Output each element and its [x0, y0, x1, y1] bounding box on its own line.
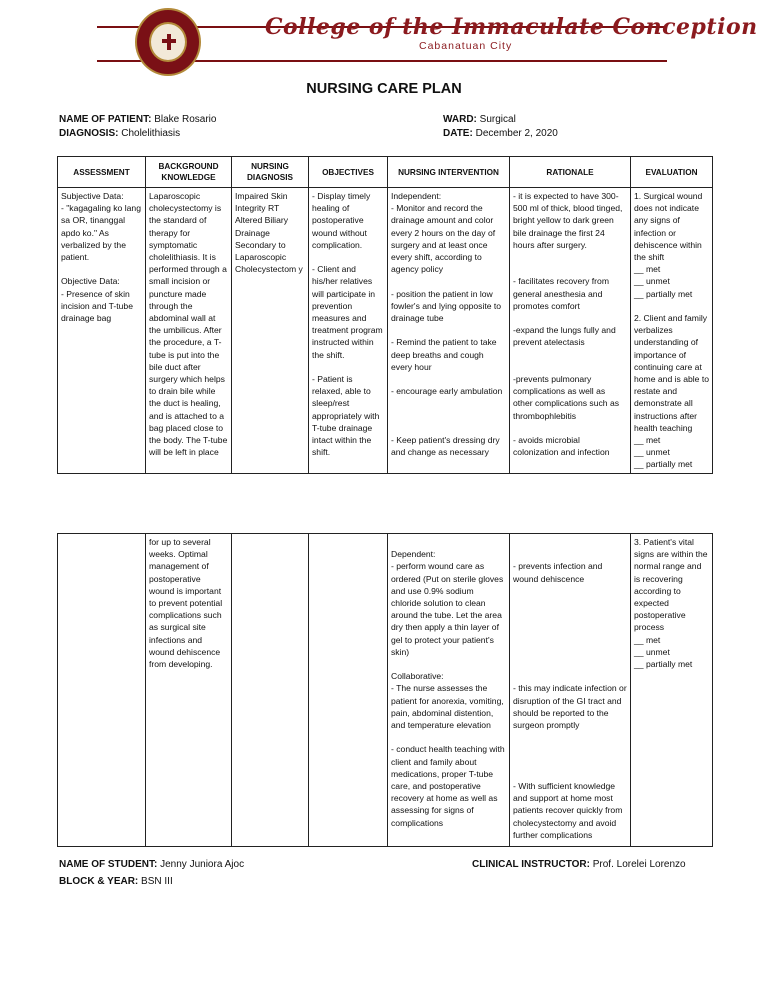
- col-header-intervention: NURSING INTERVENTION: [388, 157, 510, 188]
- evaluation-cell: 1. Surgical wound does not indicate any signs of infection or dehiscence within the shift __ met __ unmet __ partially met 2. Client and family verbalizes understanding of importance of continuing care at home and is able to restate and demonstrate all instructions after health teaching __ met __ unmet __ partially met: [631, 188, 713, 474]
- diagnosis-value: Cholelithiasis: [121, 128, 181, 139]
- background-cell: for up to several weeks. Optimal management of postoperative wound is important to prevent potential complications such as surgical site infections and wound dehiscence from developing.: [146, 534, 232, 847]
- intervention-cell: Independent: - Monitor and record the drainage amount and color every 2 hours on the day of surgery and at least once every shift, according to agency policy - position the patient in low fowler's and lying opposite to drainage tube - Remind the patient to take deep breaths and cough every hour - encourage early ambulation - Keep patient's dressing dry and change as necessary: [388, 188, 510, 474]
- college-name: College of the Immaculate Conception: [265, 14, 758, 40]
- col-header-evaluation: EVALUATION: [631, 157, 713, 188]
- rationale-cell: - prevents infection and wound dehiscence - this may indicate infection or disruption of the GI tract and should be reported to the surgeon promptly - With sufficient knowledge and support at home most patients recover quickly from cholecystectomy and avoid further complications: [510, 534, 631, 847]
- table-row: [58, 188, 713, 474]
- evaluation-cell: 3. Patient's vital signs are within the normal range and is recovering according to expected postoperative process __ met __ unmet __ partially met: [631, 534, 713, 847]
- background-cell: Laparoscopic cholecystectomy is the standard of therapy for symptomatic cholelithiasis. It is performed through a small incision or puncture made through the abdominal wall at the umbilicus. After the procedure, a T-tube is put into the bile duct after surgery which helps to drain bile while the duct is healing, and is attached to a bag placed close to the body. The T-tube will be left in place: [146, 188, 232, 474]
- student-name: Jenny Juniora Ajoc: [160, 859, 245, 870]
- care-plan-table-part2: [57, 533, 713, 847]
- objectives-cell: [309, 534, 388, 847]
- diagnosis-label: DIAGNOSIS:: [59, 128, 119, 139]
- block-value: BSN III: [141, 876, 173, 887]
- date-row: [443, 128, 558, 139]
- student-label: NAME OF STUDENT:: [59, 859, 158, 870]
- college-header: [97, 8, 758, 78]
- instructor-row: [472, 859, 686, 870]
- ward-row: [443, 114, 516, 125]
- col-header-diagnosis: NURSING DIAGNOSIS: [232, 157, 309, 188]
- patient-name-row: [59, 114, 216, 125]
- col-header-background: BACKGROUND KNOWLEDGE: [146, 157, 232, 188]
- objectives-cell: - Display timely healing of postoperative wound without complication. - Client and his/her relatives will participate in prevention measures and treatment program instructed within the shift. - Patient is relaxed, able to sleep/rest appropriately with T-tube drainage intact within the shift.: [309, 188, 388, 474]
- col-header-rationale: RATIONALE: [510, 157, 631, 188]
- instructor-name: Prof. Lorelei Lorenzo: [592, 859, 686, 870]
- instructor-label: CLINICAL INSTRUCTOR:: [472, 859, 590, 870]
- assessment-cell: [58, 534, 146, 847]
- college-city: Cabanatuan City: [419, 40, 513, 52]
- patient-name: Blake Rosario: [154, 114, 217, 125]
- diagnosis-cell: Impaired Skin Integrity RT Altered Biliary Drainage Secondary to Laparoscopic Cholecystectom y: [232, 188, 309, 474]
- block-label: BLOCK & YEAR:: [59, 876, 139, 887]
- diagnosis-cell: [232, 534, 309, 847]
- ward-label: WARD:: [443, 114, 477, 125]
- student-name-row: [59, 859, 244, 870]
- block-year-row: [59, 876, 173, 887]
- page-title: NURSING CARE PLAN: [306, 81, 462, 97]
- date-value: December 2, 2020: [475, 128, 558, 139]
- college-seal-logo: [135, 8, 201, 76]
- rationale-cell: - it is expected to have 300-500 ml of thick, blood tinged, bright yellow to dark green bile drainage the first 24 hours after surgery. - facilitates recovery from general anesthesia and promotes comfort -expand the lungs fully and prevent atelectasis -prevents pulmonary complications as well as other complications such as thrombophlebitis - avoids microbial colonization and infection: [510, 188, 631, 474]
- ward-value: Surgical: [479, 114, 516, 125]
- table-row: [58, 534, 713, 847]
- date-label: DATE:: [443, 128, 473, 139]
- col-header-assessment: ASSESSMENT: [58, 157, 146, 188]
- assessment-cell: Subjective Data: - "kagagaling ko lang sa OR, tinanggal apdo ko." As verbalized by the patient. Objective Data: - Presence of skin incision and T-tube drainage bag: [58, 188, 146, 474]
- patient-name-label: NAME OF PATIENT:: [59, 114, 152, 125]
- intervention-cell: Dependent: - perform wound care as ordered (Put on sterile gloves and use 0.9% sodium chloride solution to clean around the tube. Let the area dry then apply a thin layer of gel to protect your patient's skin) Collaborative: - The nurse assesses the patient for anorexia, vomiting, pain, abdominal distention, and temperature elevation - conduct health teaching with client and family about medications, proper T-tube care, and postoperative recovery at home as well as assessing for signs of complications: [388, 534, 510, 847]
- table-header-row: [58, 157, 713, 188]
- col-header-objectives: OBJECTIVES: [309, 157, 388, 188]
- care-plan-table-part1: [57, 156, 713, 474]
- diagnosis-row: [59, 128, 180, 139]
